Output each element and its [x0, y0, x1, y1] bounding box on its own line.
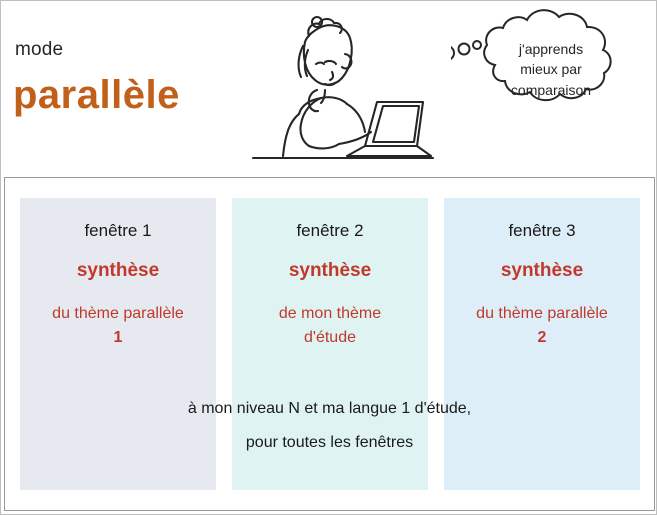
window-1-desc-line-1: du thème parallèle — [52, 305, 184, 322]
window-3-description — [444, 302, 640, 350]
columns-container — [5, 178, 654, 510]
window-3-title: fenêtre 3 — [508, 221, 576, 240]
thought-line-2: mieux par — [520, 61, 582, 78]
window-2-description — [232, 302, 428, 350]
window-3-desc-line-1: du thème parallèle — [476, 305, 608, 322]
thought-bubble — [451, 9, 651, 129]
window-1-desc-line-2: 1 — [113, 329, 123, 346]
person-studying-laptop-illustration — [213, 6, 453, 174]
window-2-desc-line-2: d'étude — [304, 329, 356, 346]
window-2-title: fenêtre 2 — [296, 221, 364, 240]
mode-label: mode — [15, 39, 64, 60]
thought-line-1: j'apprends — [518, 41, 584, 57]
header-area — [1, 1, 657, 173]
windows-panel — [4, 177, 655, 511]
window-3-desc-line-2: 2 — [537, 329, 547, 346]
thought-bubble-text — [451, 39, 651, 100]
window-3-synthesis: synthèse — [500, 260, 584, 281]
window-2-desc-line-1: de mon thème — [278, 305, 382, 322]
window-1-synthesis: synthèse — [76, 260, 160, 281]
window-1-title: fenêtre 1 — [84, 221, 152, 240]
window-1-description — [20, 302, 216, 350]
page-title: parallèle — [13, 73, 180, 117]
footer-line-1: à mon niveau N et ma langue 1 d'étude, — [187, 400, 472, 417]
window-2-synthesis: synthèse — [288, 260, 372, 281]
thought-line-3: comparaison — [510, 81, 592, 98]
footer-line-2: pour toutes les fenêtres — [245, 434, 414, 451]
